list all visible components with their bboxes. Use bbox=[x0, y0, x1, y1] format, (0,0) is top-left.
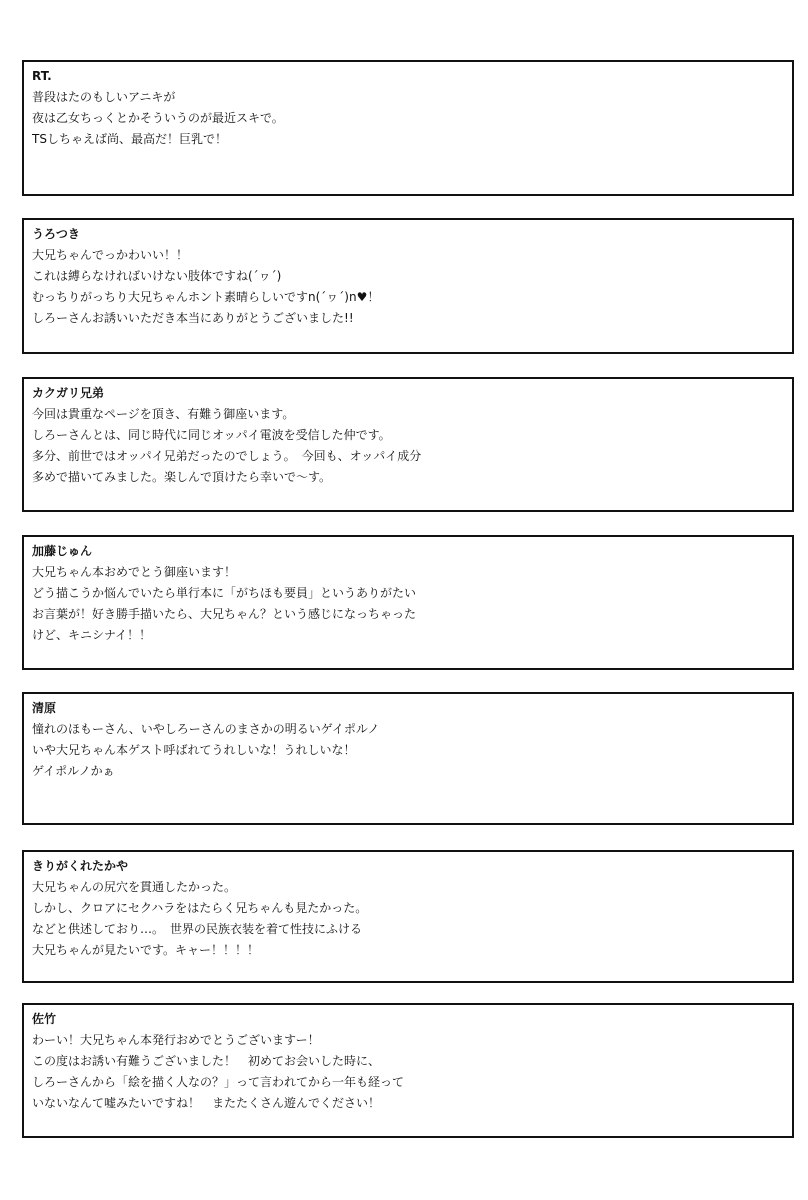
comment-line: 夜は乙女ちっくとかそういうのが最近スキで。 bbox=[32, 111, 284, 125]
comment-line: 大兄ちゃんが見たいです。キャー！！！！ bbox=[32, 943, 260, 957]
comment-line: お言葉が！好き勝手描いたら、大兄ちゃん？という感じになっちゃった bbox=[32, 607, 417, 621]
comment-line: いないなんて嘘みたいですね！ またたくさん遊んでください！ bbox=[32, 1096, 381, 1110]
comment-box-rt bbox=[22, 60, 794, 196]
comment-author: 加藤じゅん bbox=[32, 544, 93, 558]
comment-line: しかし、クロアにセクハラをはたらく兄ちゃんも見たかった。 bbox=[32, 901, 368, 915]
comment-line: 普段はたのもしいアニキが bbox=[32, 90, 176, 104]
comment-author: RT. bbox=[32, 69, 52, 83]
comment-line: けど、キニシナイ！！ bbox=[32, 628, 152, 642]
comment-line: 多めで描いてみました。楽しんで頂けたら幸いで～す。 bbox=[32, 470, 332, 484]
comment-line: ゲイポルノかぁ bbox=[32, 764, 115, 778]
comment-line: などと供述しており…。 世界の民族衣装を着て性技にふける bbox=[32, 922, 363, 936]
comment-author: 清原 bbox=[32, 701, 57, 715]
comment-box-kirigakure bbox=[22, 850, 794, 983]
comment-line: TSしちゃえば尚、最高だ！巨乳で！ bbox=[32, 132, 227, 146]
comment-line: わーい！大兄ちゃん本発行おめでとうございますー！ bbox=[32, 1033, 320, 1047]
comment-line: いや大兄ちゃん本ゲスト呼ばれてうれしいな！うれしいな！ bbox=[32, 743, 356, 757]
comment-line: どう描こうか悩んでいたら単行本に「がちほも要員」というありがたい bbox=[32, 586, 417, 600]
comment-line: しろーさんお誘いいただき本当にありがとうございました!! bbox=[32, 311, 354, 325]
comment-box-kakugari bbox=[22, 377, 794, 512]
comment-box-kato-jun bbox=[22, 535, 794, 670]
comment-line: しろーさんから「絵を描く人なの？」って言われてから一年も経って bbox=[32, 1075, 405, 1089]
comment-author: うろつき bbox=[32, 227, 80, 241]
comment-author: カクガリ兄弟 bbox=[32, 386, 105, 400]
comment-line: 大兄ちゃんでっかわいい！！ bbox=[32, 248, 189, 262]
comment-author: きりがくれたかや bbox=[32, 859, 129, 873]
comment-line: 今回は貴重なページを頂き、有難う御座います。 bbox=[32, 407, 295, 421]
comment-line: 大兄ちゃんの尻穴を貫通したかった。 bbox=[32, 880, 237, 894]
comment-line: この度はお誘い有難うございました！ 初めてお会いした時に、 bbox=[32, 1054, 381, 1068]
comment-line: しろーさんとは、同じ時代に同じオッパイ電波を受信した仲です。 bbox=[32, 428, 391, 442]
comment-box-urotsuki bbox=[22, 218, 794, 354]
comment-line: むっちりがっちり大兄ちゃんホント素晴らしいですn(´ヮ´)n♥！ bbox=[32, 290, 380, 304]
comment-line: 憧れのほもーさん、いやしろーさんのまさかの明るいゲイポルノ bbox=[32, 722, 380, 736]
comment-line: 大兄ちゃん本おめでとう御座います！ bbox=[32, 565, 237, 579]
comment-line: 多分、前世ではオッパイ兄弟だったのでしょう。 今回も、オッパイ成分 bbox=[32, 449, 422, 463]
comment-author: 佐竹 bbox=[32, 1012, 57, 1026]
comment-box-kiyohara bbox=[22, 692, 794, 825]
comment-box-satake bbox=[22, 1003, 794, 1138]
comment-line: これは縛らなければいけない肢体ですね(´ヮ´) bbox=[32, 269, 282, 283]
